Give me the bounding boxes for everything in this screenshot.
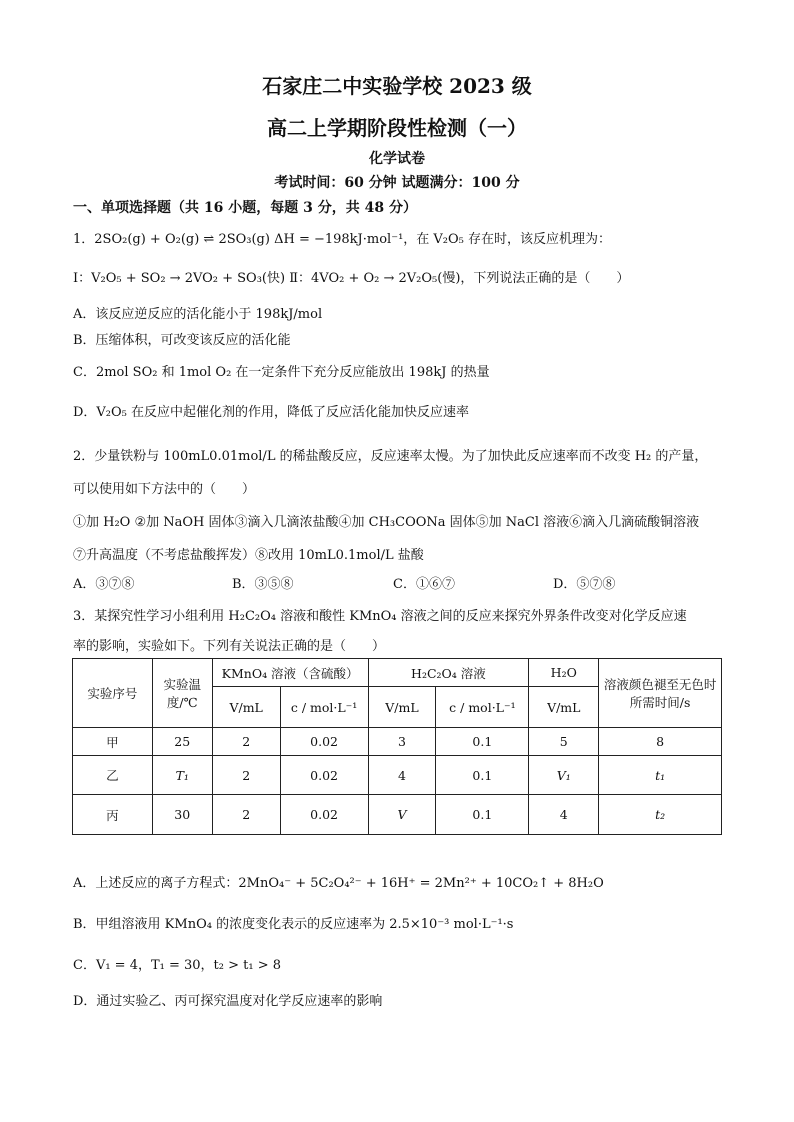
question-number: 1． — [73, 232, 95, 247]
question-1-mechanism — [73, 270, 629, 288]
table-cell: 2 — [212, 728, 280, 756]
table-row — [73, 756, 722, 795]
question-1-option-d: D．V₂O₅ 在反应中起催化剂的作用，降低了反应活化能加快反应速率 — [73, 405, 470, 420]
question-3-option-b: B．甲组溶液用 KMnO₄ 的浓度变化表示的反应速率为 2.5×10⁻³ mol·L⁻¹·s — [73, 917, 514, 932]
table-cell: V₁ — [529, 756, 599, 795]
section-heading: 一、单项选择题（共 16 小题，每题 3 分，共 48 分） — [73, 200, 417, 216]
subheader-kmno4-volume: V/mL — [212, 687, 280, 728]
question-1-option-b: B．压缩体积，可改变该反应的活化能 — [73, 333, 291, 348]
question-3-option-d: D．通过实验乙、丙可探究温度对化学反应速率的影响 — [73, 994, 383, 1009]
question-1-ask: ，下列说法正确的是（ ） — [460, 271, 630, 286]
question-2-stem-line1: 2．少量铁粉与 100mL0.01mol/L 的稀盐酸反应，反应速率太慢。为了加快此反应速率而不改变 H₂ 的产量， — [73, 449, 708, 464]
exam-subject: 化学试卷 — [369, 151, 425, 167]
table-cell: V — [368, 795, 436, 835]
table-cell: 5 — [529, 728, 599, 756]
question-3-option-a: A．上述反应的离子方程式：2MnO₄⁻ + 5C₂O₄²⁻ + 16H⁺ = 2Mn²⁺ + 10CO₂↑ + 8H₂O — [73, 876, 604, 891]
question-2-option-a: A．③⑦⑧ — [73, 577, 135, 592]
question-1-equation: 2SO₂(g) + O₂(g) ⇌ 2SO₃(g) ΔH = −198kJ·mol⁻¹ — [94, 232, 404, 247]
table-cell: t₁ — [599, 756, 722, 795]
question-1-stem — [73, 231, 611, 249]
header-kmno4-solution: KMnO₄ 溶液（含硫酸） — [212, 659, 368, 687]
subheader-kmno4-concentration: c / mol·L⁻¹ — [280, 687, 368, 728]
question-3-stem-line1: 3．某探究性学习小组利用 H₂C₂O₄ 溶液和酸性 KMnO₄ 溶液之间的反应来探究外界条件改变对化学反应速 — [73, 609, 687, 624]
table-row — [73, 795, 722, 835]
header-decolor-time: 溶液颜色褪至无色时所需时间/s — [599, 659, 722, 728]
table-cell: T₁ — [152, 756, 212, 795]
table-cell: t₂ — [599, 795, 722, 835]
table-cell: 4 — [368, 756, 436, 795]
table-cell: 4 — [529, 795, 599, 835]
header-h2c2o4-solution: H₂C₂O₄ 溶液 — [368, 659, 529, 687]
table-row — [73, 728, 722, 756]
question-2-option-d: D．⑤⑦⑧ — [553, 577, 616, 592]
exam-title-line1: 石家庄二中实验学校 2023 级 — [262, 74, 532, 98]
question-2-stem-line2: 可以使用如下方法中的（ ） — [73, 482, 256, 497]
header-experiment-number: 实验序号 — [73, 659, 153, 728]
question-1-option-a: A．该反应逆反应的活化能小于 198kJ/mol — [73, 307, 323, 322]
table-cell: 3 — [368, 728, 436, 756]
question-3-option-c: C．V₁ = 4，T₁ = 30，t₂ > t₁ > 8 — [73, 958, 282, 973]
question-3-stem-line2: 率的影响，实验如下。下列有关说法正确的是（ ） — [73, 639, 386, 654]
exam-time-and-score: 考试时间：60 分钟 试题满分：100 分 — [274, 175, 520, 191]
exam-title-line2: 高二上学期阶段性检测（一） — [267, 116, 527, 140]
question-2-option-b: B．③⑤⑧ — [232, 577, 294, 592]
question-2-methods-line2: ⑦升高温度（不考虑盐酸挥发）⑧改用 10mL0.1mol/L 盐酸 — [73, 548, 424, 563]
subheader-h2c2o4-volume: V/mL — [368, 687, 436, 728]
header-water: H₂O — [529, 659, 599, 687]
question-2-methods-line1: ①加 H₂O ②加 NaOH 固体③滴入几滴浓盐酸④加 CH₃COONa 固体⑤加 NaCl 溶液⑥滴入几滴硫酸铜溶液 — [73, 515, 700, 530]
question-1-option-c: C．2mol SO₂ 和 1mol O₂ 在一定条件下充分反应能放出 198kJ 的热量 — [73, 365, 490, 380]
table-cell: 0.1 — [436, 728, 529, 756]
question-2-options — [0, 573, 794, 593]
experiment-table — [72, 658, 722, 835]
table-cell: 0.02 — [280, 795, 368, 835]
table-cell: 8 — [599, 728, 722, 756]
subheader-h2c2o4-concentration: c / mol·L⁻¹ — [436, 687, 529, 728]
table-cell: 0.02 — [280, 728, 368, 756]
question-2-option-c: C．①⑥⑦ — [393, 577, 455, 592]
header-temperature: 实验温度/℃ — [152, 659, 212, 728]
table-cell: 甲 — [73, 728, 153, 756]
table-cell: 2 — [212, 795, 280, 835]
subheader-water-volume: V/mL — [529, 687, 599, 728]
table-cell: 乙 — [73, 756, 153, 795]
question-1-stem-text: ，在 V₂O₅ 存在时，该反应机理为： — [403, 232, 612, 247]
table-cell: 0.02 — [280, 756, 368, 795]
table-cell: 0.1 — [436, 756, 529, 795]
table-cell: 30 — [152, 795, 212, 835]
table-cell: 25 — [152, 728, 212, 756]
table-cell: 2 — [212, 756, 280, 795]
table-cell: 0.1 — [436, 795, 529, 835]
table-cell: 丙 — [73, 795, 153, 835]
mechanism-steps: Ⅰ：V₂O₅ + SO₂ → 2VO₂ + SO₃(快) Ⅱ：4VO₂ + O₂ → 2V₂O₅(慢) — [73, 271, 461, 286]
